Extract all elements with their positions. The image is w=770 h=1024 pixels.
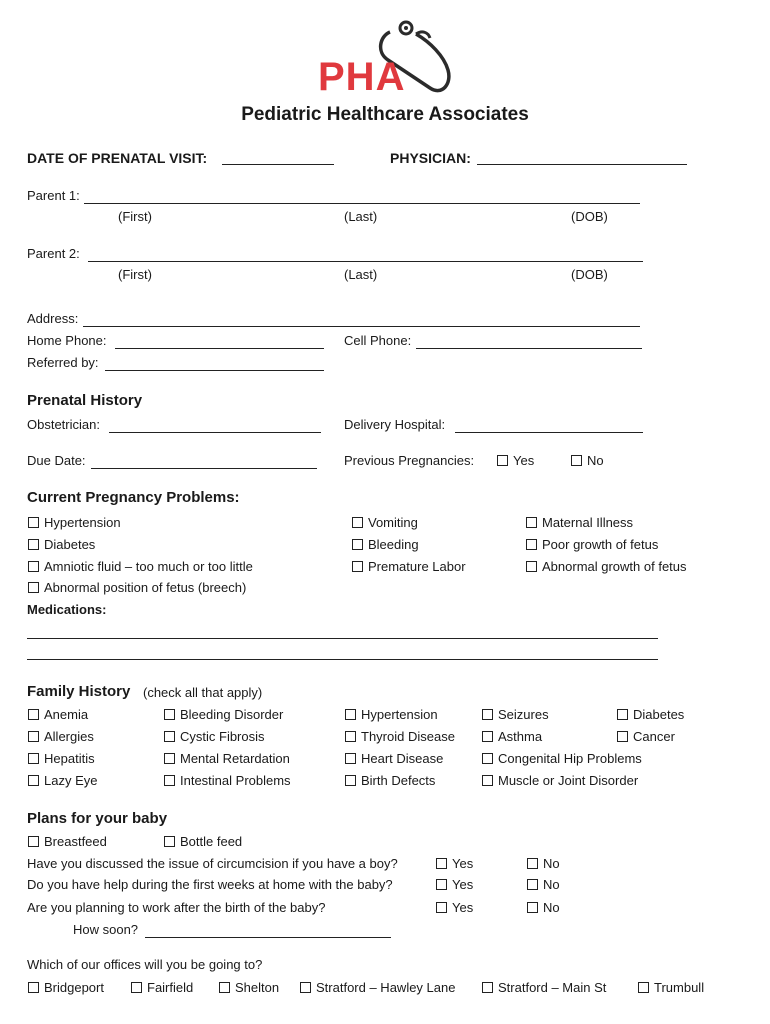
problem-checkbox[interactable] xyxy=(28,537,95,553)
pregnancy-problems-heading: Current Pregnancy Problems: xyxy=(27,489,240,506)
due-date-field[interactable] xyxy=(91,468,317,469)
family-checkbox[interactable] xyxy=(617,707,684,723)
answer-yes[interactable] xyxy=(436,877,473,893)
checkbox-icon xyxy=(526,561,537,572)
checkbox-label: Yes xyxy=(513,453,535,468)
checkbox-label: Breastfeed xyxy=(44,834,107,849)
checkbox-label: Premature Labor xyxy=(368,559,466,574)
checkbox-icon xyxy=(300,982,311,993)
checkbox-label: Stratford – Main St xyxy=(498,980,607,995)
checkbox-icon xyxy=(571,455,582,466)
checkbox-icon xyxy=(345,775,356,786)
medications-field-2[interactable] xyxy=(27,659,658,660)
checkbox-label: Yes xyxy=(452,877,474,892)
checkbox-icon xyxy=(482,982,493,993)
checkbox-icon xyxy=(28,517,39,528)
problem-checkbox[interactable] xyxy=(526,515,633,531)
family-history-heading: Family History xyxy=(27,683,131,700)
answer-no[interactable] xyxy=(527,900,560,916)
office-checkbox[interactable] xyxy=(131,980,193,996)
problem-checkbox[interactable] xyxy=(352,537,419,553)
checkbox-icon xyxy=(164,753,175,764)
checkbox-icon xyxy=(28,582,39,593)
checkbox-label: Diabetes xyxy=(44,537,96,552)
checkbox-icon xyxy=(638,982,649,993)
checkbox-icon xyxy=(352,517,363,528)
problem-checkbox[interactable] xyxy=(28,515,121,531)
checkbox-icon xyxy=(28,982,39,993)
checkbox-icon xyxy=(164,731,175,742)
question-work: Are you planning to work after the birth of the baby? xyxy=(27,900,326,915)
family-checkbox[interactable] xyxy=(482,751,642,767)
checkbox-label: Abnormal position of fetus (breech) xyxy=(44,580,247,595)
checkbox-label: Stratford – Hawley Lane xyxy=(316,980,456,995)
checkbox-label: Diabetes xyxy=(633,707,685,722)
problem-checkbox[interactable] xyxy=(526,559,687,575)
org-name: Pediatric Healthcare Associates xyxy=(241,104,529,125)
office-checkbox[interactable] xyxy=(300,980,455,996)
checkbox-icon xyxy=(28,775,39,786)
parent1-label: Parent 1: xyxy=(27,188,80,203)
checkbox-label: Allergies xyxy=(44,729,94,744)
offices-question: Which of our offices will you be going to? xyxy=(27,957,263,972)
problem-checkbox[interactable] xyxy=(352,559,466,575)
checkbox-label: Intestinal Problems xyxy=(180,773,291,788)
problem-checkbox[interactable] xyxy=(352,515,418,531)
checkbox-label: Bridgeport xyxy=(44,980,104,995)
checkbox-label: Maternal Illness xyxy=(542,515,634,530)
previous-pregnancies-no[interactable] xyxy=(571,453,604,469)
checkbox-label: Shelton xyxy=(235,980,280,995)
home-phone-field[interactable] xyxy=(115,348,324,349)
plans-heading: Plans for your baby xyxy=(27,810,168,827)
checkbox-label: Asthma xyxy=(498,729,543,744)
cell-phone-label: Cell Phone: xyxy=(344,333,412,348)
checkbox-icon xyxy=(352,561,363,572)
pha-logo xyxy=(318,18,458,98)
checkbox-label: No xyxy=(543,856,560,871)
checkbox-icon xyxy=(345,731,356,742)
office-checkbox[interactable] xyxy=(482,980,606,996)
checkbox-icon xyxy=(219,982,230,993)
checkbox-label: Birth Defects xyxy=(361,773,436,788)
referred-by-label: Referred by: xyxy=(27,355,99,370)
address-label: Address: xyxy=(27,311,79,326)
checkbox-label: Hypertension xyxy=(361,707,438,722)
checkbox-icon xyxy=(28,753,39,764)
checkbox-icon xyxy=(527,858,538,869)
checkbox-label: No xyxy=(587,453,604,468)
family-checkbox[interactable] xyxy=(164,751,290,767)
checkbox-icon xyxy=(436,879,447,890)
parent2-first-caption: (First) xyxy=(118,267,152,282)
family-checkbox[interactable] xyxy=(482,729,542,745)
checkbox-icon xyxy=(617,709,628,720)
family-checkbox[interactable] xyxy=(345,773,435,789)
parent1-field[interactable] xyxy=(84,203,640,204)
cell-phone-field[interactable] xyxy=(416,348,642,349)
parent1-last-caption: (Last) xyxy=(344,209,378,224)
parent2-dob-caption: (DOB) xyxy=(571,267,608,282)
previous-pregnancies-label: Previous Pregnancies: xyxy=(344,453,475,468)
office-checkbox[interactable] xyxy=(219,980,279,996)
checkbox-icon xyxy=(617,731,628,742)
checkbox-icon xyxy=(131,982,142,993)
checkbox-label: Abnormal growth of fetus xyxy=(542,559,687,574)
family-checkbox[interactable] xyxy=(482,707,549,723)
checkbox-icon xyxy=(482,709,493,720)
answer-no[interactable] xyxy=(527,877,560,893)
checkbox-icon xyxy=(28,709,39,720)
due-date-label: Due Date: xyxy=(27,453,86,468)
medications-label: Medications: xyxy=(27,602,107,617)
checkbox-icon xyxy=(164,709,175,720)
checkbox-icon xyxy=(527,879,538,890)
checkbox-icon xyxy=(482,753,493,764)
answer-yes[interactable] xyxy=(436,856,473,872)
checkbox-icon xyxy=(28,539,39,550)
parent2-field[interactable] xyxy=(88,261,643,262)
physician-label: PHYSICIAN: xyxy=(390,150,471,166)
checkbox-icon xyxy=(164,836,175,847)
checkbox-label: Bottle feed xyxy=(180,834,243,849)
checkbox-icon xyxy=(526,517,537,528)
checkbox-label: Cancer xyxy=(633,729,675,744)
checkbox-icon xyxy=(164,775,175,786)
bottle-feed-checkbox[interactable] xyxy=(164,834,242,850)
obstetrician-label: Obstetrician: xyxy=(27,417,100,432)
office-checkbox[interactable] xyxy=(28,980,104,996)
checkbox-icon xyxy=(28,836,39,847)
checkbox-label: Seizures xyxy=(498,707,549,722)
question-help: Do you have help during the first weeks at home with the baby? xyxy=(27,877,393,892)
family-history-note: (check all that apply) xyxy=(143,685,263,700)
family-checkbox[interactable] xyxy=(28,773,97,789)
checkbox-icon xyxy=(497,455,508,466)
checkbox-label: Thyroid Disease xyxy=(361,729,455,744)
family-checkbox[interactable] xyxy=(164,707,283,723)
how-soon-label: How soon? xyxy=(73,922,139,937)
family-checkbox[interactable] xyxy=(28,729,94,745)
checkbox-label: Bleeding Disorder xyxy=(180,707,284,722)
checkbox-label: Hepatitis xyxy=(44,751,95,766)
checkbox-label: Muscle or Joint Disorder xyxy=(498,773,639,788)
answer-yes[interactable] xyxy=(436,900,473,916)
parent2-last-caption: (Last) xyxy=(344,267,378,282)
problem-checkbox[interactable] xyxy=(28,580,246,596)
date-of-visit-field[interactable] xyxy=(222,164,334,165)
checkbox-icon xyxy=(436,902,447,913)
checkbox-icon xyxy=(345,709,356,720)
checkbox-label: Poor growth of fetus xyxy=(542,537,659,552)
checkbox-icon xyxy=(28,561,39,572)
checkbox-label: Trumbull xyxy=(654,980,705,995)
checkbox-icon xyxy=(527,902,538,913)
checkbox-label: Yes xyxy=(452,900,474,915)
checkbox-label: Hypertension xyxy=(44,515,121,530)
family-checkbox[interactable] xyxy=(164,773,291,789)
family-checkbox[interactable] xyxy=(345,707,438,723)
checkbox-label: No xyxy=(543,900,560,915)
delivery-hospital-label: Delivery Hospital: xyxy=(344,417,446,432)
checkbox-label: Vomiting xyxy=(368,515,418,530)
parent1-first-caption: (First) xyxy=(118,209,152,224)
checkbox-icon xyxy=(345,753,356,764)
how-soon-field[interactable] xyxy=(145,937,391,938)
family-checkbox[interactable] xyxy=(164,729,265,745)
checkbox-label: Mental Retardation xyxy=(180,751,290,766)
checkbox-label: No xyxy=(543,877,560,892)
family-checkbox[interactable] xyxy=(345,751,443,767)
breastfeed-checkbox[interactable] xyxy=(28,834,107,850)
date-of-visit-label: DATE OF PRENATAL VISIT: xyxy=(27,150,208,166)
medications-field-1[interactable] xyxy=(27,638,658,639)
family-checkbox[interactable] xyxy=(28,751,95,767)
checkbox-label: Cystic Fibrosis xyxy=(180,729,265,744)
checkbox-icon xyxy=(28,731,39,742)
checkbox-label: Lazy Eye xyxy=(44,773,98,788)
physician-field[interactable] xyxy=(477,164,687,165)
checkbox-label: Heart Disease xyxy=(361,751,444,766)
answer-no[interactable] xyxy=(527,856,560,872)
family-checkbox[interactable] xyxy=(345,729,455,745)
referred-by-field[interactable] xyxy=(105,370,324,371)
checkbox-icon xyxy=(352,539,363,550)
checkbox-icon xyxy=(482,775,493,786)
obstetrician-field[interactable] xyxy=(109,432,321,433)
problem-checkbox[interactable] xyxy=(28,559,253,575)
question-circumcision: Have you discussed the issue of circumcision if you have a boy? xyxy=(27,856,398,871)
problem-checkbox[interactable] xyxy=(526,537,658,553)
family-checkbox[interactable] xyxy=(617,729,675,745)
address-field[interactable] xyxy=(83,326,640,327)
parent1-dob-caption: (DOB) xyxy=(571,209,608,224)
checkbox-icon xyxy=(526,539,537,550)
office-checkbox[interactable] xyxy=(638,980,704,996)
home-phone-label: Home Phone: xyxy=(27,333,107,348)
family-checkbox[interactable] xyxy=(482,773,638,789)
checkbox-label: Yes xyxy=(452,856,474,871)
previous-pregnancies-yes[interactable] xyxy=(497,453,534,469)
family-checkbox[interactable] xyxy=(28,707,88,723)
checkbox-label: Anemia xyxy=(44,707,89,722)
parent2-label: Parent 2: xyxy=(27,246,80,261)
checkbox-label: Congenital Hip Problems xyxy=(498,751,642,766)
checkbox-icon xyxy=(482,731,493,742)
delivery-hospital-field[interactable] xyxy=(455,432,643,433)
prenatal-history-heading: Prenatal History xyxy=(27,392,143,409)
checkbox-label: Amniotic fluid – too much or too little xyxy=(44,559,253,574)
checkbox-label: Bleeding xyxy=(368,537,419,552)
svg-text:PHA: PHA xyxy=(318,55,406,98)
checkbox-label: Fairfield xyxy=(147,980,194,995)
checkbox-icon xyxy=(436,858,447,869)
